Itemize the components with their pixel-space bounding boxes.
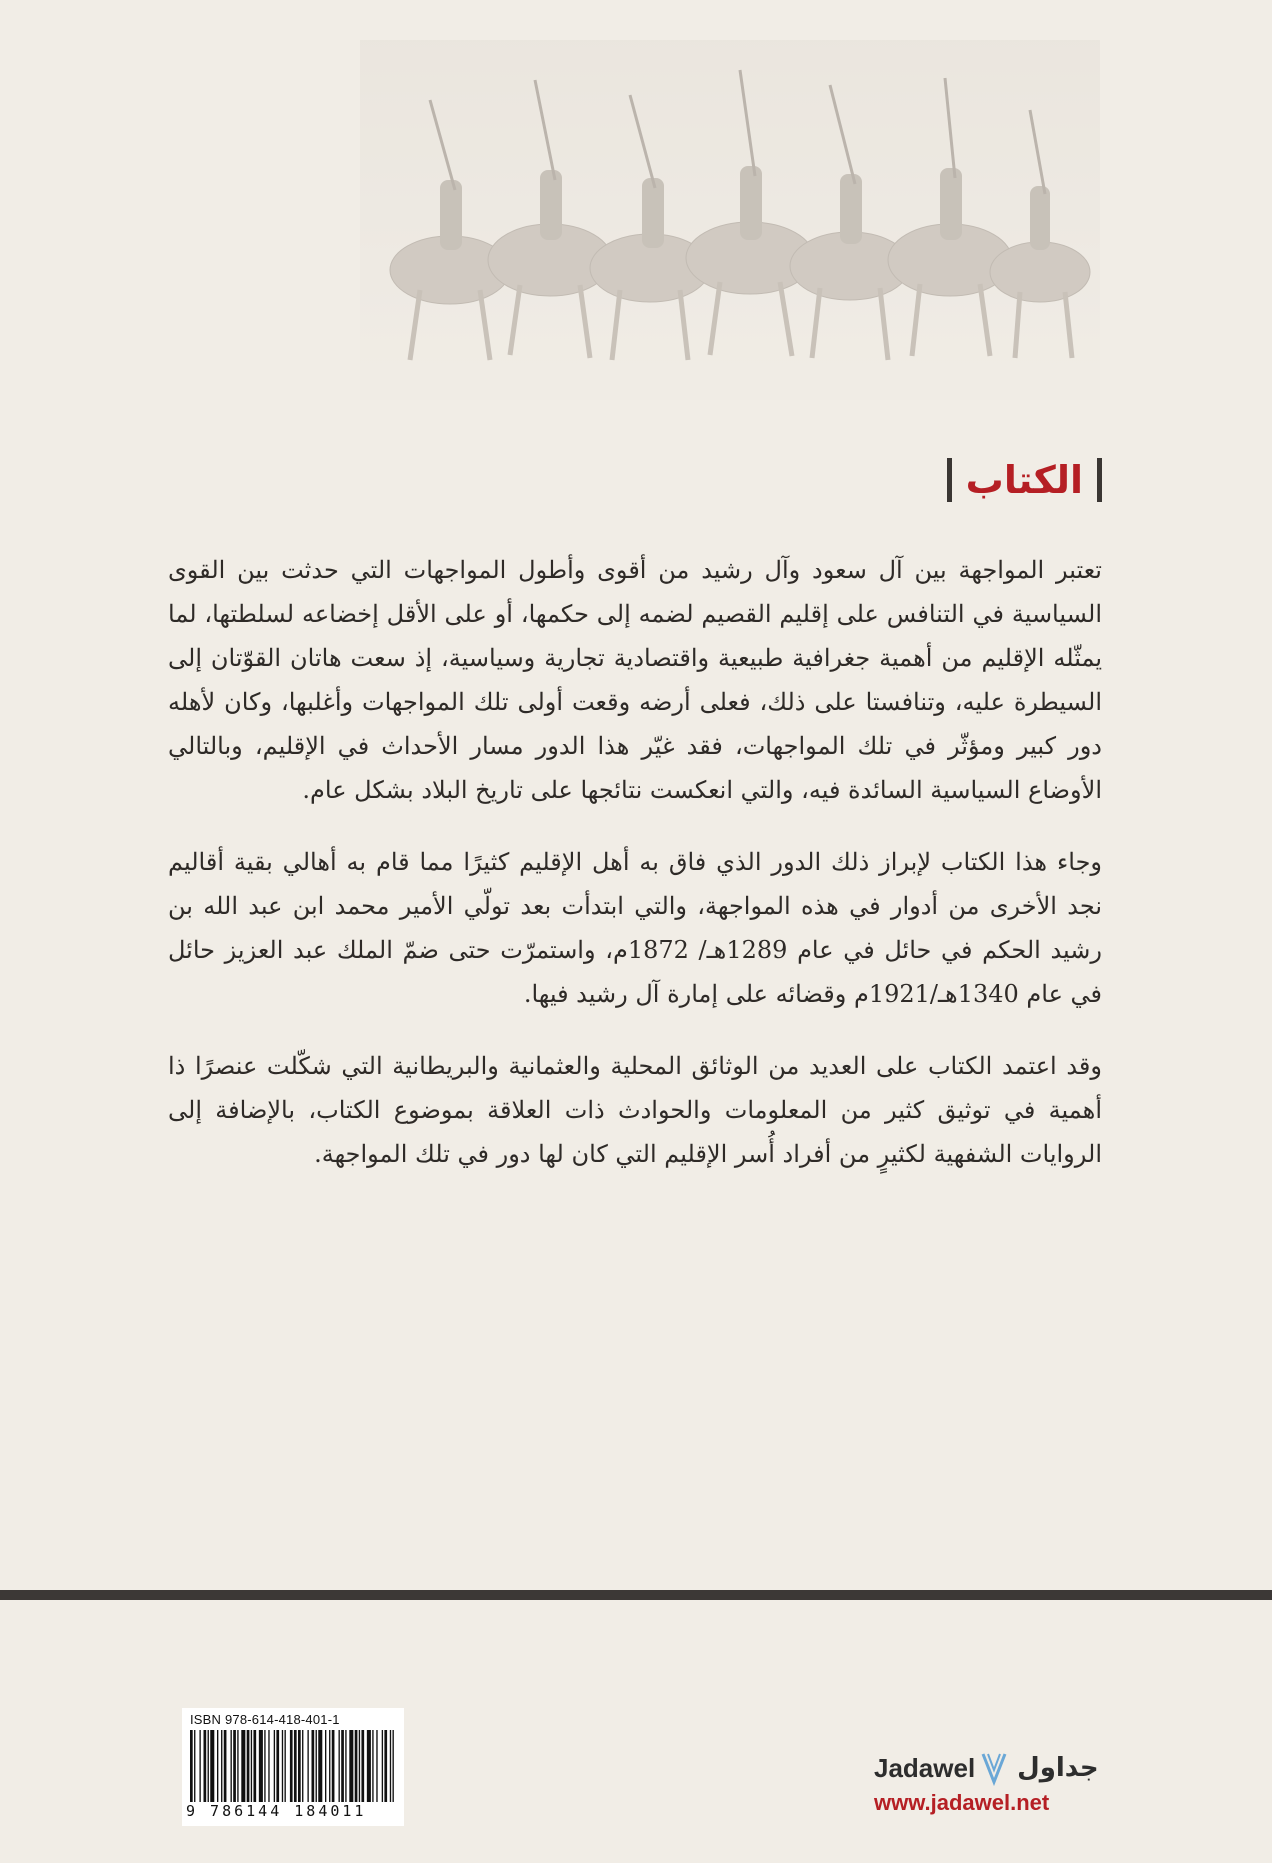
publisher-url: www.jadawel.net xyxy=(874,1790,1050,1815)
barcode-label xyxy=(182,1708,404,1826)
book-description xyxy=(168,548,1102,1204)
heading-bar-left xyxy=(947,458,952,502)
barcode-digits: 9 786144 184011 xyxy=(186,1802,367,1820)
paragraph-1: تعتبر المواجهة بين آل سعود وآل رشيد من أقوى وأطول المواجهات التي حدثت بين القوى السياسية في التنافس على إقليم القصيم لضمه إلى حكمها، أو على الأقل إخضاعه لسلطتها، لما يمثّله الإقليم من أهمية جغرافية طبيعية واقتصادية تجارية وسياسية، إذ سعت هاتان القوّتان إلى السيطرة عليه، وتنافستا على ذلك، فعلى أرضه وقعت أولى تلك المواجهات وأغلبها، وكان لأهله دور كبير ومؤثّر في تلك المواجهات، فقد غيّر هذا الدور مسار الأحداث في الإقليم، وبالتالي الأوضاع السياسية السائدة فيه، والتي انعكست نتائجها على تاريخ البلاد بشكل عام. xyxy=(168,556,1103,804)
publisher-name-latin: Jadawel xyxy=(874,1752,976,1783)
section-heading-wrap xyxy=(947,458,1102,502)
section-heading: الكتاب xyxy=(965,458,1083,502)
paragraph-3: وقد اعتمد الكتاب على العديد من الوثائق المحلية والعثمانية والبريطانية التي شكّلت عنصرًا ذا أهمية في توثيق كثير من المعلومات والحوادث ذات العلاقة بموضوع الكتاب، بالإضافة إلى الروايات الشفهية لكثيرٍ من أفراد أُسر الإقليم التي كان لها دور في تلك المواجهة. xyxy=(168,1052,1102,1168)
isbn-number: ISBN 978-614-418-401-1 xyxy=(190,1712,340,1727)
publisher-name-arabic: جداول xyxy=(1017,1753,1099,1783)
divider-rule xyxy=(0,1590,1272,1600)
publisher-logo-icon xyxy=(979,1750,1009,1786)
barcode-icon xyxy=(190,1730,396,1802)
paragraph-2: وجاء هذا الكتاب لإبراز ذلك الدور الذي فاق به أهل الإقليم كثيرًا مما قام به أهالي بقية أقاليم نجد الأخرى من أدوار في هذه المواجهة، والتي ابتدأت بعد تولّي الأمير محمد ابن عبد الله بن رشيد الحكم في حائل في عام 1289هـ/ 1872م، واستمرّت حتى ضمّ الملك عبد العزيز حائل في عام 1340هـ/1921م وقضائه على إمارة آل رشيد فيها. xyxy=(168,848,1103,1008)
heading-bar-right xyxy=(1097,458,1102,502)
publisher-block xyxy=(874,1748,1134,1816)
horsemen-photo xyxy=(360,40,1100,400)
